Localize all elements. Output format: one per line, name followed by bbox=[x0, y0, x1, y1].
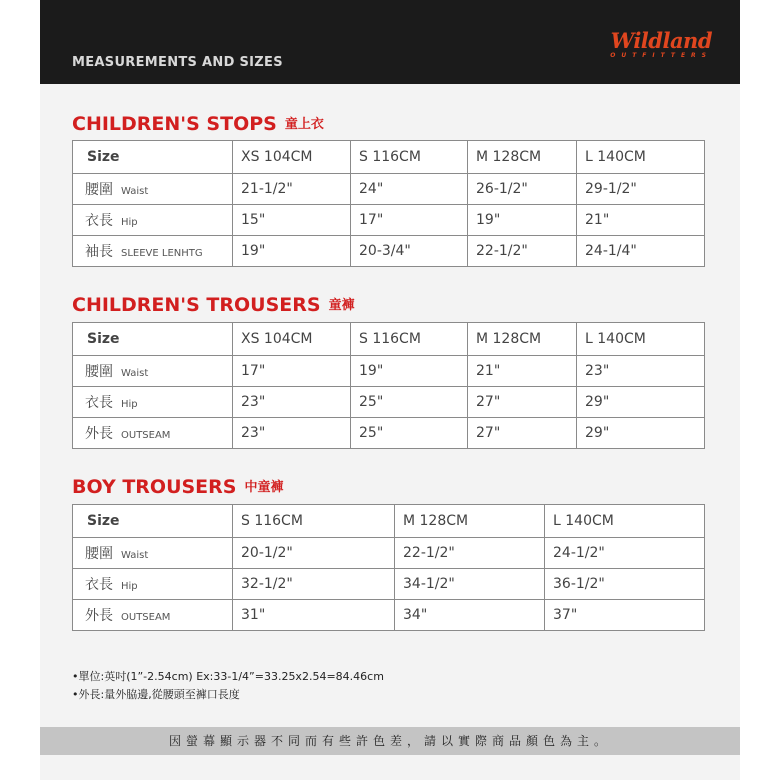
section-title-en: BOY TROUSERS bbox=[72, 476, 237, 498]
header-bar bbox=[40, 0, 740, 84]
logo-tagline: OUTFITTERS bbox=[610, 52, 712, 59]
row-label bbox=[73, 600, 233, 631]
table-cell: 27" bbox=[468, 387, 577, 418]
section-title-en: CHILDREN'S STOPS bbox=[72, 113, 277, 135]
row-label bbox=[73, 387, 233, 418]
table-cell: 20-3/4" bbox=[351, 236, 468, 267]
table-row bbox=[73, 236, 705, 267]
table-cell: 29-1/2" bbox=[577, 174, 705, 205]
table-cell: 23" bbox=[233, 418, 351, 449]
row-label-en: Hip bbox=[121, 217, 138, 228]
table-cell: 24-1/2" bbox=[545, 538, 705, 569]
table-cell: 36-1/2" bbox=[545, 569, 705, 600]
section-title-childrens-stops bbox=[72, 113, 324, 135]
row-label-zh: 衣長 bbox=[85, 577, 113, 593]
table-cell: 19" bbox=[233, 236, 351, 267]
row-label bbox=[73, 236, 233, 267]
row-label-zh: 腰圍 bbox=[85, 182, 113, 198]
table-cell: 34" bbox=[395, 600, 545, 631]
table-cell: 21" bbox=[468, 356, 577, 387]
table-cell: 37" bbox=[545, 600, 705, 631]
brand-logo bbox=[610, 30, 712, 59]
row-label-en: Waist bbox=[121, 550, 149, 561]
row-label-zh: 外長 bbox=[85, 608, 113, 624]
row-label-zh: 袖長 bbox=[85, 244, 113, 260]
column-header: S 116CM bbox=[233, 505, 395, 538]
table-row bbox=[73, 356, 705, 387]
table-cell: 15" bbox=[233, 205, 351, 236]
table-header-row bbox=[73, 323, 705, 356]
table-header-row bbox=[73, 505, 705, 538]
table-row bbox=[73, 538, 705, 569]
table-cell: 29" bbox=[577, 387, 705, 418]
row-label-en: OUTSEAM bbox=[121, 612, 171, 623]
column-header: Size bbox=[73, 141, 233, 174]
table-row bbox=[73, 387, 705, 418]
row-label-zh: 外長 bbox=[85, 426, 113, 442]
row-label-en: Hip bbox=[121, 399, 138, 410]
table-cell: 19" bbox=[468, 205, 577, 236]
table-cell: 25" bbox=[351, 387, 468, 418]
size-table-childrens-stops bbox=[72, 140, 705, 267]
table-row bbox=[73, 569, 705, 600]
table-cell: 22-1/2" bbox=[395, 538, 545, 569]
row-label bbox=[73, 418, 233, 449]
table-cell: 19" bbox=[351, 356, 468, 387]
column-header: XS 104CM bbox=[233, 323, 351, 356]
column-header: Size bbox=[73, 505, 233, 538]
table-cell: 21" bbox=[577, 205, 705, 236]
table-cell: 24" bbox=[351, 174, 468, 205]
column-header: L 140CM bbox=[577, 141, 705, 174]
section-title-zh: 童褲 bbox=[328, 298, 355, 313]
table-cell: 21-1/2" bbox=[233, 174, 351, 205]
section-title-en: CHILDREN'S TROUSERS bbox=[72, 294, 321, 316]
table-cell: 26-1/2" bbox=[468, 174, 577, 205]
note-unit: •單位:英吋(1”-2.54cm) Ex:33-1/4”=33.25x2.54=84.46cm bbox=[72, 670, 384, 683]
table-cell: 32-1/2" bbox=[233, 569, 395, 600]
row-label-en: OUTSEAM bbox=[121, 430, 171, 441]
column-header: M 128CM bbox=[468, 323, 577, 356]
table-cell: 24-1/4" bbox=[577, 236, 705, 267]
table-cell: 34-1/2" bbox=[395, 569, 545, 600]
table-row bbox=[73, 205, 705, 236]
row-label-en: Waist bbox=[121, 186, 149, 197]
table-row bbox=[73, 418, 705, 449]
logo-wordmark: Wildland bbox=[610, 28, 712, 53]
row-label bbox=[73, 538, 233, 569]
section-title-childrens-trousers bbox=[72, 294, 355, 316]
table-cell: 27" bbox=[468, 418, 577, 449]
section-title-boy-trousers bbox=[72, 476, 284, 498]
note-outseam: •外長:量外脇邊,從腰頭至褲口長度 bbox=[72, 688, 240, 701]
table-cell: 17" bbox=[233, 356, 351, 387]
column-header: M 128CM bbox=[395, 505, 545, 538]
page-title: MEASUREMENTS AND SIZES bbox=[72, 55, 283, 70]
table-cell: 29" bbox=[577, 418, 705, 449]
section-title-zh: 中童褲 bbox=[244, 480, 284, 495]
table-cell: 22-1/2" bbox=[468, 236, 577, 267]
column-header: L 140CM bbox=[545, 505, 705, 538]
column-header: M 128CM bbox=[468, 141, 577, 174]
row-label-zh: 腰圍 bbox=[85, 364, 113, 380]
table-cell: 23" bbox=[233, 387, 351, 418]
color-disclaimer-footer: 因螢幕顯示器不同而有些許色差，請以實際商品顏色為主。 bbox=[40, 727, 740, 755]
table-cell: 17" bbox=[351, 205, 468, 236]
row-label-en: Waist bbox=[121, 368, 149, 379]
column-header: L 140CM bbox=[577, 323, 705, 356]
notes bbox=[72, 668, 384, 704]
row-label bbox=[73, 356, 233, 387]
row-label bbox=[73, 569, 233, 600]
row-label-en: SLEEVE LENHTG bbox=[121, 248, 203, 259]
column-header: S 116CM bbox=[351, 141, 468, 174]
table-row bbox=[73, 174, 705, 205]
table-header-row bbox=[73, 141, 705, 174]
row-label-zh: 腰圍 bbox=[85, 546, 113, 562]
table-cell: 23" bbox=[577, 356, 705, 387]
table-row bbox=[73, 600, 705, 631]
table-cell: 20-1/2" bbox=[233, 538, 395, 569]
row-label-zh: 衣長 bbox=[85, 213, 113, 229]
column-header: S 116CM bbox=[351, 323, 468, 356]
size-table-boy-trousers bbox=[72, 504, 705, 631]
row-label bbox=[73, 205, 233, 236]
row-label-zh: 衣長 bbox=[85, 395, 113, 411]
section-title-zh: 童上衣 bbox=[284, 117, 324, 132]
row-label-en: Hip bbox=[121, 581, 138, 592]
size-table-childrens-trousers bbox=[72, 322, 705, 449]
column-header: XS 104CM bbox=[233, 141, 351, 174]
column-header: Size bbox=[73, 323, 233, 356]
row-label bbox=[73, 174, 233, 205]
table-cell: 25" bbox=[351, 418, 468, 449]
table-cell: 31" bbox=[233, 600, 395, 631]
